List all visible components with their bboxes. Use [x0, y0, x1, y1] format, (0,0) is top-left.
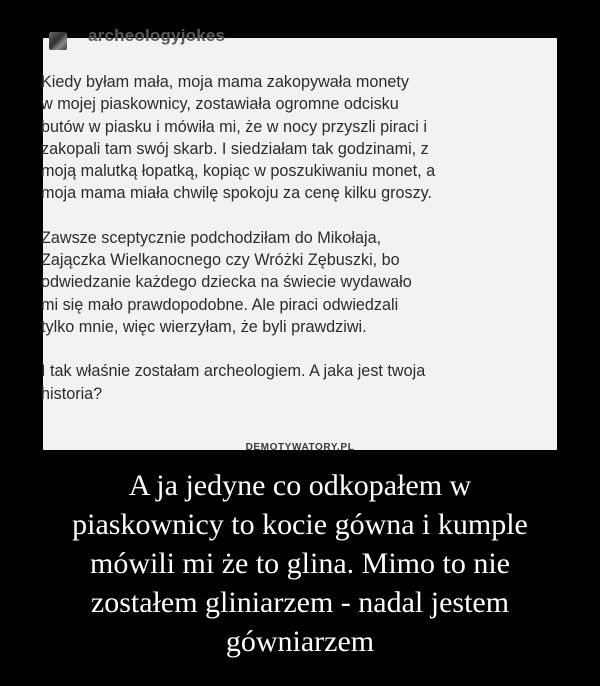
site-watermark: DEMOTYWATORY.PL [245, 442, 355, 453]
post-line: mi się mało prawdopodobne. Ale piraci odwiedzali [41, 295, 399, 314]
caption-line: A ja jedyne co odkopałem w [128, 469, 472, 502]
caption-line: mówili mi że to glina. Mimo to nie [90, 547, 510, 580]
post-line: historia? [41, 384, 103, 403]
post-line: Zajączka Wielkanocnego czy Wróżki Zębuszki, bo [41, 251, 400, 270]
avatar [49, 32, 67, 50]
post-header [43, 26, 557, 52]
post-line: moją malutką łopatką, kopiąc w poszukiwaniu monet, a [41, 162, 436, 181]
post-line: zakopali tam swój skarb. I siedziałam tak godzinami, z [41, 139, 429, 158]
caption-line: gówniarzem [225, 625, 375, 658]
post-line: I tak właśnie zostałam archeologiem. A jaka jest twoja [41, 362, 426, 381]
post-line: butów w piasku i mówiła mi, że w nocy przyszli piraci i [41, 117, 427, 136]
caption-line: piaskownicy to kocie gówna i kumple [72, 508, 528, 541]
post-body [41, 71, 551, 405]
post-line: Kiedy byłam mała, moja mama zakopywała monety [41, 73, 409, 91]
post-paragraph-1 [41, 71, 551, 205]
post-paragraph-2 [41, 227, 551, 338]
post-username: archeologyjokes [88, 26, 226, 45]
post-line: Zawsze sceptycznie podchodziłam do Mikołaja, [41, 228, 382, 247]
caption-line: zostałem gliniarzem - nadal jestem [90, 586, 510, 619]
post-paragraph-3 [41, 360, 551, 405]
post-line: moja mama miała chwilę spokoju za cenę kilku groszy. [41, 184, 433, 203]
caption [0, 466, 600, 661]
post-line: odwiedzanie każdego dziecka na świecie wydawało [41, 273, 412, 292]
post-line: tylko mnie, więc wierzyłam, że byli prawdziwi. [41, 317, 367, 336]
post-line: w mojej piaskownicy, zostawiała ogromne odcisku [41, 95, 399, 114]
